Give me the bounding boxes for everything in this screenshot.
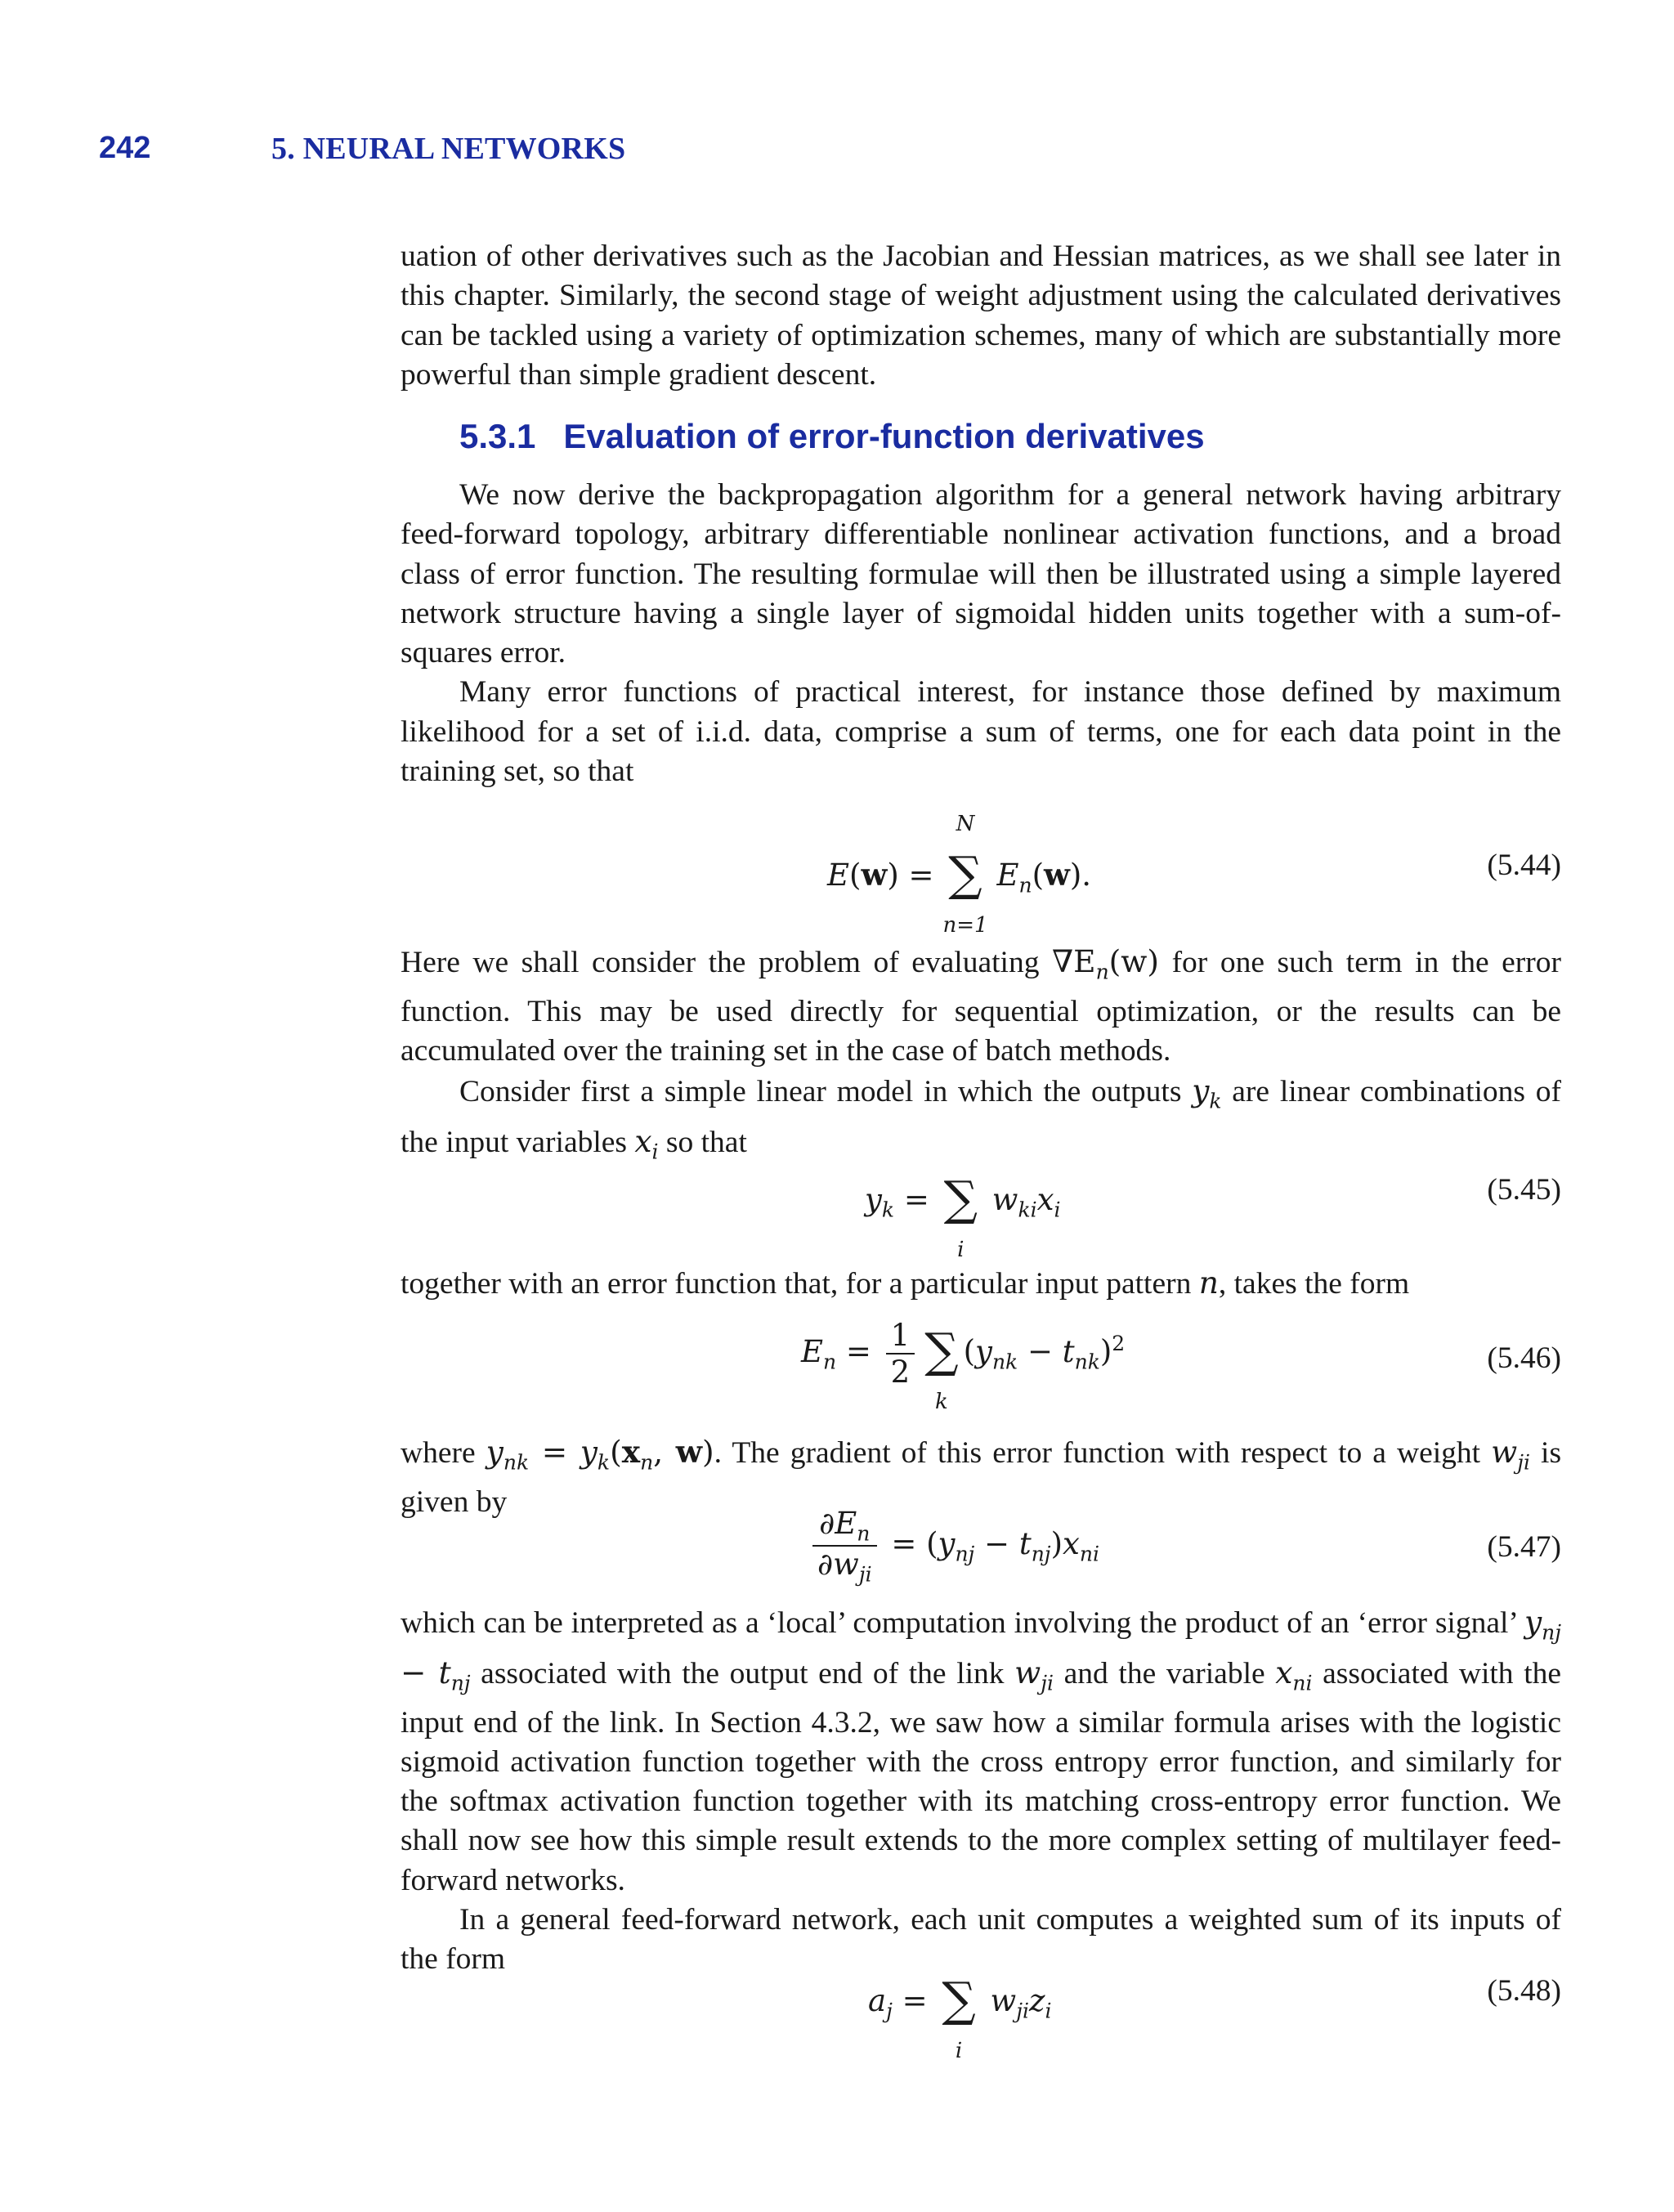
paragraph-text: together with an error function that, for a particular input pattern n, takes the form (401, 1265, 1410, 1301)
equation-5-46: $E_n$ = $\frac{1}{2}$ ∑ k $(y_{nk} - t_{nk})^2$ (801, 1318, 1126, 1414)
paragraph-text: which can be interpreted as a ‘local’ computation involving the product of an ‘error signal’ $y_{nj} - t_{nj}$ associated with the output end of the link $w_{ji}$ and the variable $x_{ni}$ associated with the input end of the link. In Section 4.3.2, we saw how a similar formula arises with the logistic sigmoid activation function together with the cross entropy error function, and similarly for the softmax activation function together with its matching cross-entropy error function. We shall now see how this simple result extends to the more complex setting of multilayer feed-forward networks. (401, 1604, 1562, 1897)
paragraph-block-2 (401, 476, 1561, 791)
paragraph-text: uation of other derivatives such as the Jacobian and Hessian matrices, as we shall see later in this chapter. Similarly, the second stage of weight adjustment using the calculated derivatives can be tackled using a variety of optimization schemes, many of which are substantially more powerful than simple gradient descent. (401, 240, 1561, 392)
equation-5-47: $\frac{\partial E_n}{\partial w_{ji}}$ = $(y_{nj} - t_{nj})x_{ni}$ (808, 1506, 1099, 1587)
fraction: $\frac{1}{2}$ (886, 1318, 915, 1390)
equation-number: (5.45) (1487, 1173, 1561, 1207)
paragraph-block-8 (401, 1602, 1561, 1980)
paragraph-text: In a general feed-forward network, each unit computes a weighted sum of its inputs of the form (401, 1903, 1561, 1977)
equation-5-44: E(w) = ∑ N n=1 $E_n(w)$. (827, 812, 1092, 938)
sum-symbol: ∑ N n=1 (942, 812, 988, 938)
paragraph-text: We now derive the backpropagation algorithm for a general network having arbitrary feed-forward topology, arbitrary differentiable nonlinear activation functions, and a broad class of error function. The resulting formulae will then be illustrated using a simple layered network structure having a single layer of sigmoidal hidden units together with a sum-of-squares error. (401, 478, 1561, 670)
paragraph-text: where $y_{nk} = y_k(x_n$, w). The gradient of this error function with respect to a weight $w_{ji}$ is given by (401, 1434, 1562, 1519)
equation-number: (5.48) (1487, 1974, 1561, 2008)
equation-5-48: $a_j$ = ∑ i $w_{ji}z_i$ (868, 1972, 1052, 2063)
sum-symbol: ∑ i (943, 1171, 978, 1262)
equation-5-45: $y_k$ = ∑ i $w_{ki}x_i$ (865, 1171, 1061, 1262)
sum-symbol: ∑ i (942, 1972, 976, 2063)
paragraph-text: Here we shall consider the problem of evaluating $\nabla E_n(w)$ for one such term in the error function. This may be used directly for sequential optimization, or the results can be accumulated over the training set in the case of batch methods. (401, 943, 1561, 1068)
fraction: $\frac{\partial E_n}{\partial w_{ji}}$ (812, 1506, 877, 1587)
equation-number: (5.46) (1487, 1341, 1561, 1375)
paragraph-text: Many error functions of practical interest, for instance those defined by maximum likelihood for a set of i.i.d. data, comprise a sum of terms, one for each data point in the training set, so that (401, 675, 1561, 789)
equation-number: (5.44) (1487, 849, 1561, 882)
equation-number: (5.47) (1487, 1530, 1561, 1564)
section-heading (459, 417, 1205, 456)
paragraph-block-4 (401, 942, 1561, 1172)
page-number: 242 (99, 131, 151, 165)
sum-symbol: ∑ k (924, 1322, 959, 1414)
paragraph-text: Consider first a simple linear model in which the outputs $y_k$ are linear combinations of the input variables $x_i$ so that (401, 1072, 1561, 1164)
running-header: 5. NEURAL NETWORKS (271, 132, 626, 166)
paragraph-intro (401, 237, 1561, 395)
paragraph-block-6 (401, 1263, 1561, 1304)
section-title: Evaluation of error-function derivatives (563, 417, 1205, 455)
section-number: 5.3.1 (459, 417, 536, 455)
